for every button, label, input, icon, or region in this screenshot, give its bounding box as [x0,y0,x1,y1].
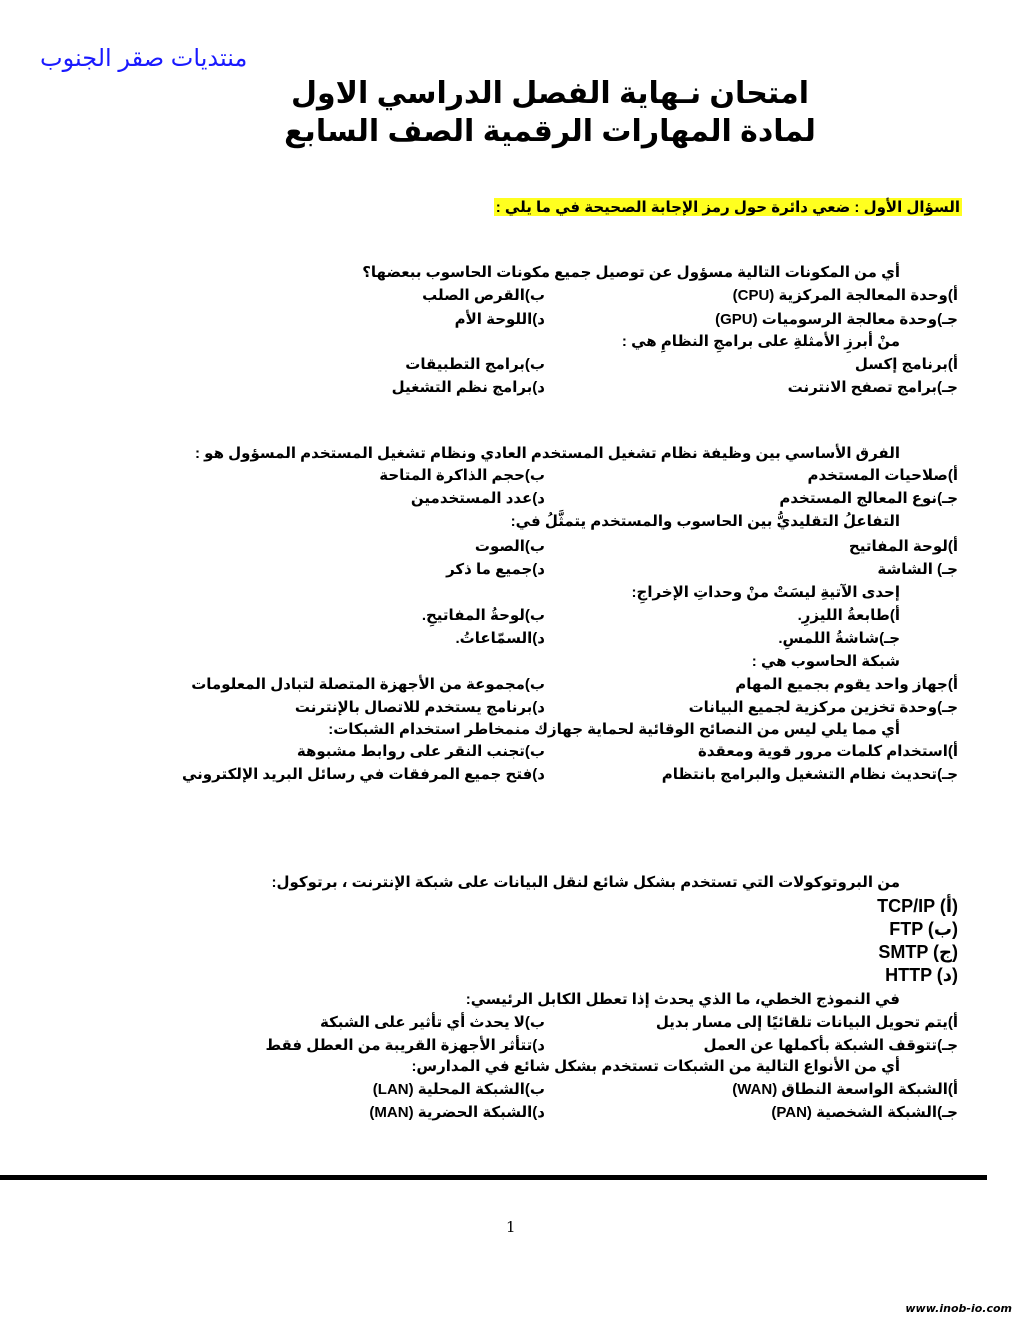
option-a[interactable]: أ)يتم تحويل البيانات تلقائيًا إلى مسار بديل [655,1014,958,1031]
option-c[interactable]: جـ)برامج تصفح الانترنت [787,379,958,396]
option-b[interactable]: ب)مجموعة من الأجهزة المتصلة لتبادل المعلومات [191,676,545,693]
section-instruction: السؤال الأول : ضعي دائرة حول رمز الإجابة الصحيحة في ما يلي : [495,199,960,216]
option-b[interactable]: FTP (ب) [889,919,958,939]
footer-divider [0,1175,987,1180]
option-c[interactable]: جـ)وحدة تخزين مركزية لجميع البيانات [688,699,958,716]
option-d[interactable]: د)برنامج يستخدم للاتصال بالإنترنت [294,699,545,716]
option-d[interactable]: د)الشبكة الحضرية (MAN) [369,1104,545,1121]
option-c[interactable]: جـ)تحديث نظام التشغيل والبرامج بانتظام [661,766,958,783]
option-c[interactable]: جـ)نوع المعالج المستخدم [779,490,958,507]
option-c[interactable]: جـ)الشبكة الشخصية (PAN) [771,1104,958,1121]
option-d[interactable]: د)جميع ما ذكر [446,561,545,578]
forum-name: منتديات صقر الجنوب [40,45,248,72]
page-number: 1 [506,1218,516,1236]
option-c[interactable]: جـ)شاشةُ اللمسِ. [778,630,900,647]
option-a[interactable]: أ)لوحة المفاتيح [848,538,958,555]
option-b[interactable]: ب)حجم الذاكرة المتاحة [379,467,545,484]
question-text: شبكة الحاسوب هي : [751,653,900,670]
option-b[interactable]: ب)الصوت [474,538,545,555]
question-text: أي مما يلي ليس من النصائح الوقائية لحماية جهازك منمخاطر استخدام الشبكات: [328,721,900,738]
option-d[interactable]: د)تتأثر الأجهزة القريبة من العطل فقط [265,1037,545,1054]
option-b[interactable]: ب)تجنب النقر على روابط مشبوهة [296,743,545,760]
option-d[interactable]: د)عدد المستخدمين [410,490,545,507]
option-a[interactable]: أ)طابعةُ الليزرِ. [797,607,900,624]
exam-title: امتحان نـهاية الفصل الدراسي الاول [290,77,810,110]
option-b[interactable]: ب)القرص الصلب [422,287,545,304]
option-a[interactable]: أ)برنامج إكسل [854,356,958,373]
question-text: من البروتوكولات التي تستخدم بشكل شائع لنقل البيانات على شبكة الإنترنت ، برتوكول: [271,874,900,891]
question-text: أي من الأنواع التالية من الشبكات تستخدم بشكل شائع في المدارس: [411,1058,900,1075]
question-text: أي من المكونات التالية مسؤول عن توصيل جميع مكونات الحاسوب ببعضها؟ [362,264,900,281]
option-c[interactable]: SMTP (ج) [878,942,958,962]
option-a[interactable]: أ)وحدة المعالجة المركزية (CPU) [732,287,958,304]
question-text: منْ أبرزِ الأمثلةِ على برامجِ النظامِ هي : [621,333,900,350]
exam-subtitle: لمادة المهارات الرقمية الصف السابع [284,115,816,148]
question-text: إحدى الآتيةِ ليسَتْ منْ وحداتِ الإخراجِ: [631,584,900,601]
option-b[interactable]: ب)لوحةُ المفاتيحِ. [421,607,545,624]
question-text: الفرق الأساسي بين وظيفة نظام تشغيل المستخدم العادي ونظام تشغيل المستخدم المسؤول هو : [195,445,900,462]
option-a[interactable]: أ)صلاحيات المستخدم [807,467,958,484]
option-b[interactable]: ب)برامج التطبيقات [405,356,545,373]
option-a[interactable]: أ)الشبكة الواسعة النطاق (WAN) [732,1081,958,1098]
option-c[interactable]: جـ)وحدة معالجة الرسوميات (GPU) [715,311,958,328]
website-watermark: www.inob-io.com [905,1302,1012,1315]
option-a[interactable]: TCP/IP (أ) [877,896,958,916]
option-d[interactable]: HTTP (د) [885,965,958,985]
option-d[interactable]: د)اللوحة الأم [454,311,545,328]
question-text: التفاعلُ التقليديُّ بين الحاسوب والمستخدم يتمثَّلُ في: [510,513,900,530]
option-b[interactable]: ب)لا يحدث أي تأثير على الشبكة [319,1014,545,1031]
option-a[interactable]: أ)جهاز واحد يقوم بجميع المهام [735,676,958,693]
option-b[interactable]: ب)الشبكة المحلية (LAN) [372,1081,545,1098]
question-text: في النموذج الخطي، ما الذي يحدث إذا تعطل الكابل الرئيسي: [465,991,900,1008]
option-d[interactable]: د)فتح جميع المرفقات في رسائل البريد الإلكتروني [182,766,545,783]
option-c[interactable]: جـ) الشاشة [877,561,958,578]
option-d[interactable]: د)السمّاعاتُ. [455,630,545,647]
option-c[interactable]: جـ)تتوقف الشبكة بأكملها عن العمل [703,1037,958,1054]
option-a[interactable]: أ)استخدام كلمات مرور قوية ومعقدة [698,743,958,760]
option-d[interactable]: د)برامج نظم التشغيل [391,379,545,396]
